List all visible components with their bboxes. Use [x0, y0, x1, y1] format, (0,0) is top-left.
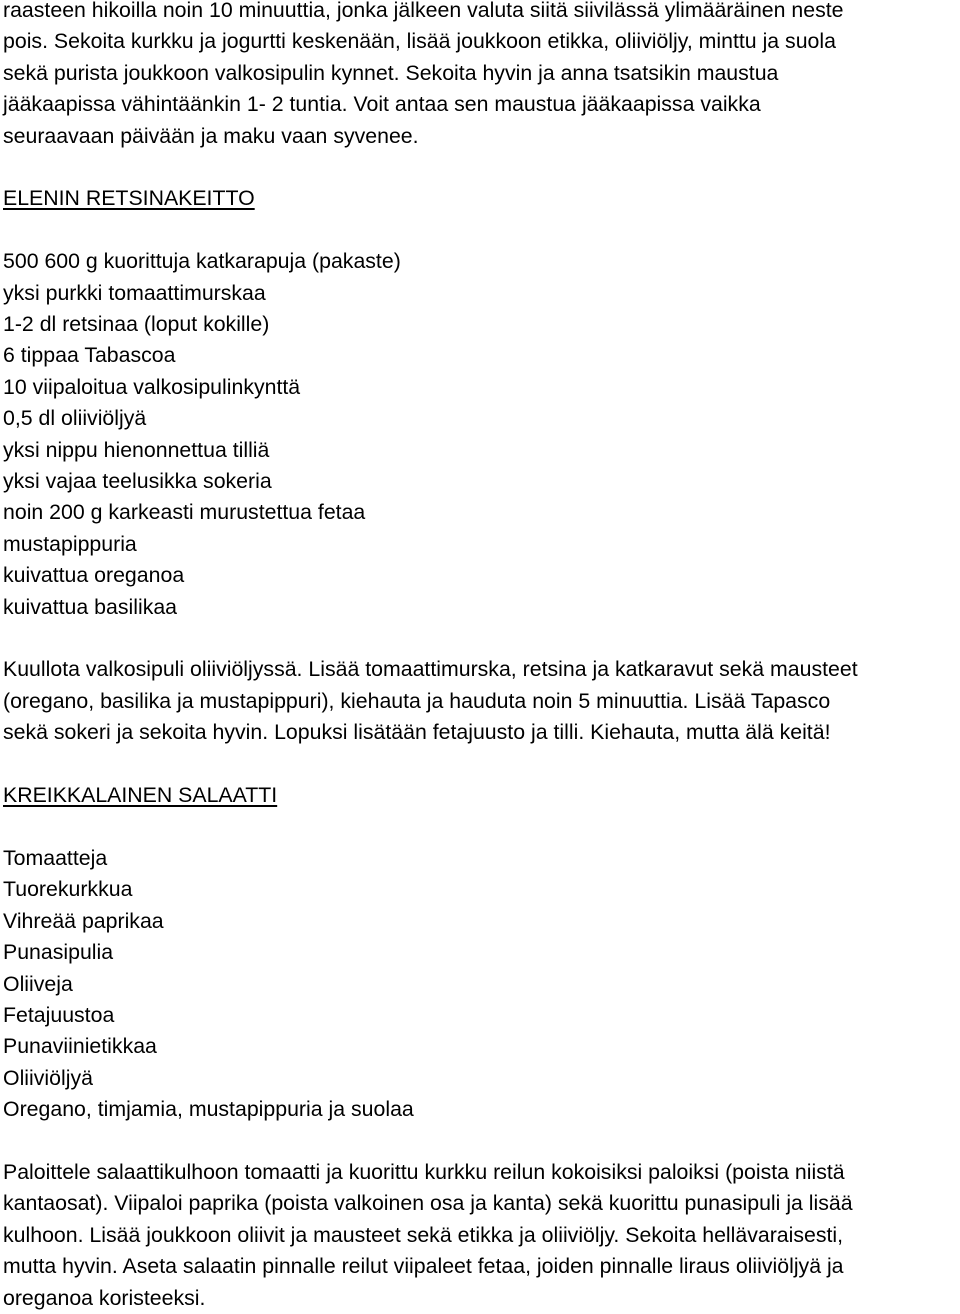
- ingredient-item: Tuorekurkkua: [3, 877, 133, 902]
- ingredient-item: kuivattua oreganoa: [3, 563, 185, 588]
- recipe1-ingredient-list: [3, 246, 953, 623]
- ingredient-item: Tomaatteja: [3, 845, 108, 870]
- intro-line: raasteen hikoilla noin 10 minuuttia, jonka jälkeen valuta siitä siivilässä ylimääräinen neste: [3, 0, 844, 22]
- method-line: sekä sokeri ja sekoita hyvin. Lopuksi lisätään fetajuusto ja tilli. Kiehauta, mutta älä keitä!: [3, 720, 831, 745]
- ingredient-item: Oliiveja: [3, 971, 73, 996]
- ingredient-item: 500 600 g kuorittuja katkarapuja (pakaste): [3, 249, 401, 274]
- method-line: mutta hyvin. Aseta salaatin pinnalle reilut viipaleet fetaa, joiden pinnalle liraus oliiviöljyä ja: [3, 1254, 844, 1279]
- ingredient-item: Oregano, timjamia, mustapippuria ja suolaa: [3, 1097, 414, 1122]
- method-line: (oregano, basilika ja mustapippuri), kiehauta ja hauduta noin 5 minuuttia. Lisää Tapasco: [3, 688, 831, 713]
- method-line: oreganoa koristeeksi.: [3, 1285, 206, 1310]
- recipe2-method-paragraph: [3, 1157, 953, 1314]
- recipe1-title: ELENIN RETSINAKEITTO: [3, 186, 255, 211]
- ingredient-item: Punasipulia: [3, 940, 114, 965]
- intro-paragraph: [3, 0, 953, 152]
- ingredient-item: mustapippuria: [3, 531, 137, 556]
- method-line: Paloittele salaattikulhoon tomaatti ja kuorittu kurkku reilun kokoisiksi paloiksi (poista niistä: [3, 1159, 845, 1184]
- intro-line: pois. Sekoita kurkku ja jogurtti keskenään, lisää joukkoon etikka, oliiviöljy, minttu ja suola: [3, 29, 836, 54]
- ingredient-item: Fetajuustoa: [3, 1002, 115, 1027]
- ingredient-item: noin 200 g karkeasti murustettua fetaa: [3, 500, 366, 525]
- method-line: kulhoon. Lisää joukkoon oliivit ja mausteet sekä etikka ja oliiviöljy. Sekoita hellävaraisesti,: [3, 1222, 844, 1247]
- intro-line: seuraavaan päivään ja maku vaan syvenee.: [3, 123, 419, 148]
- ingredient-item: 10 viipaloitua valkosipulinkynttä: [3, 374, 301, 399]
- recipe1-method-paragraph: [3, 654, 953, 748]
- method-line: kantaosat). Viipaloi paprika (poista valkoinen osa ja kanta) sekä kuorittu punasipuli ja lisää: [3, 1191, 853, 1216]
- ingredient-item: 1-2 dl retsinaa (loput kokille): [3, 312, 270, 337]
- ingredient-item: 6 tippaa Tabascoa: [3, 343, 176, 368]
- intro-line: sekä purista joukkoon valkosipulin kynnet. Sekoita hyvin ja anna tsatsikin maustua: [3, 60, 779, 85]
- ingredient-item: Vihreää paprikaa: [3, 908, 164, 933]
- ingredient-item: Punaviinietikkaa: [3, 1034, 157, 1059]
- method-line: Kuullota valkosipuli oliiviöljyssä. Lisää tomaattimurska, retsina ja katkaravut sekä mausteet: [3, 657, 858, 682]
- ingredient-item: yksi purkki tomaattimurskaa: [3, 280, 266, 305]
- ingredient-item: kuivattua basilikaa: [3, 594, 178, 619]
- ingredient-item: yksi nippu hienonnettua tilliä: [3, 437, 270, 462]
- ingredient-item: 0,5 dl oliiviöljyä: [3, 406, 147, 431]
- document-page: [3, 0, 953, 1314]
- intro-line: jääkaapissa vähintäänkin 1- 2 tuntia. Voit antaa sen maustua jääkaapissa vaikka: [3, 92, 761, 117]
- recipe2-title: KREIKKALAINEN SALAATTI: [3, 783, 278, 808]
- ingredient-item: Oliiviöljyä: [3, 1065, 93, 1090]
- ingredient-item: yksi vajaa teelusikka sokeria: [3, 469, 272, 494]
- recipe2-ingredient-list: [3, 843, 953, 1126]
